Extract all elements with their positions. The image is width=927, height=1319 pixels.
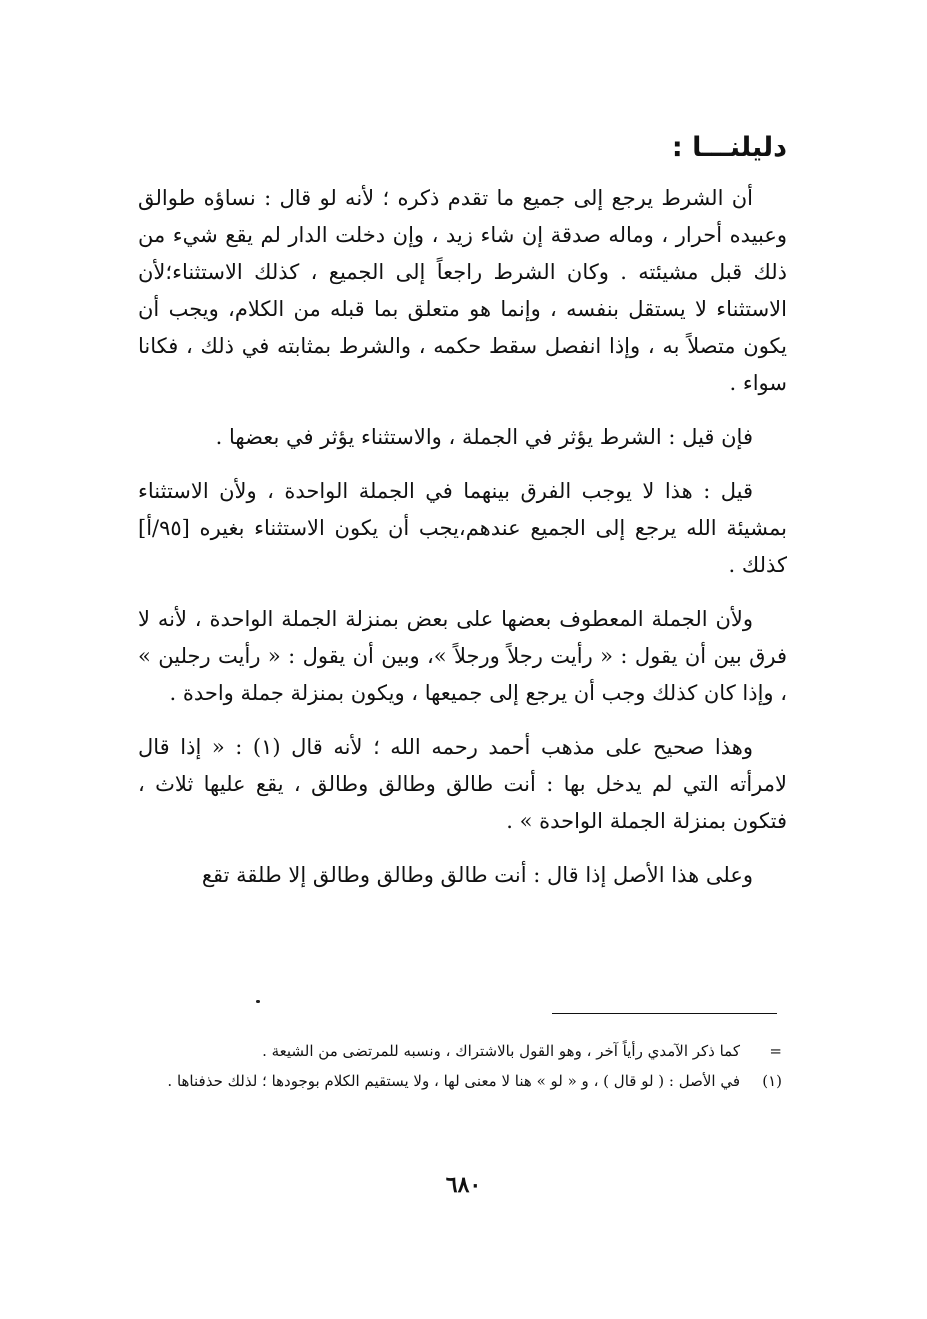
paragraph: ولأن الجملة المعطوف بعضها على بعض بمنزلة الجملة الواحدة ، لأنه لا فرق بين أن يقول : « رأيت رجلاً ورجلاً »، وبين أن يقول : « رأيت رجلين » ، وإذا كان كذلك وجب أن يرجع إلى جميعها ، ويكون بمنزلة جملة واحدة . xyxy=(138,607,787,705)
footnotes xyxy=(150,1036,782,1096)
page-number: ٦٨٠ xyxy=(445,1172,482,1198)
main-text xyxy=(138,128,787,911)
footnote-separator xyxy=(552,1013,777,1014)
paragraph: فإن قيل : الشرط يؤثر في الجملة ، والاستثناء يؤثر في بعضها . xyxy=(215,425,753,449)
footnote-marker: = xyxy=(769,1042,782,1060)
footnote-continuation xyxy=(150,1036,782,1066)
footnote-text: كما ذكر الآمدي رأياً آخر ، وهو القول بالاشتراك ، ونسبه للمرتضى من الشيعة . xyxy=(262,1042,740,1060)
section-heading: دليلنـــا : xyxy=(671,132,787,163)
footnote-marker: (١) xyxy=(762,1072,782,1090)
paragraph: قيل : هذا لا يوجب الفرق بينهما في الجملة الواحدة ، ولأن الاستثناء بمشيئة الله يرجع إلى الجميع عندهم،يجب أن يكون الاستثناء بغيره [٩٥/أ] كذلك . xyxy=(138,479,787,577)
paragraph: وهذا صحيح على مذهب أحمد رحمه الله ؛ لأنه قال (١) : « إذا قال لامرأته التي لم يدخل بها : أنت طالق وطالق وطالق ، يقع عليها ثلاث ، فتكون بمنزلة الجملة الواحدة » . xyxy=(138,735,787,833)
footnote-text: في الأصل : ( لو قال ) ، و « لو » هنا لا معنى لها ، ولا يستقيم الكلام بوجودها ؛ لذلك حذفناها . xyxy=(167,1072,740,1090)
paragraph: أن الشرط يرجع إلى جميع ما تقدم ذكره ؛ لأنه لو قال : نساؤه طوالق وعبيده أحرار ، وماله صدقة إن شاء زيد ، وإن دخلت الدار لم يقع شيء من ذلك قبل مشيئته . وكان الشرط راجعاً إلى الجميع ، كذلك الاستثناء؛لأن الاستثناء لا يستقل بنفسه ، وإنما هو متعلق بما قبله من الكلام، ويجب أن يكون متصلاً به ، وإذا انفصل سقط حكمه ، والشرط بمثابته في ذلك ، فكانا سواء . xyxy=(138,186,787,395)
ink-mark xyxy=(256,1000,260,1003)
paragraph: وعلى هذا الأصل إذا قال : أنت طالق وطالق وطالق إلا طلقة تقع xyxy=(201,863,753,887)
footnote-1 xyxy=(150,1066,782,1096)
